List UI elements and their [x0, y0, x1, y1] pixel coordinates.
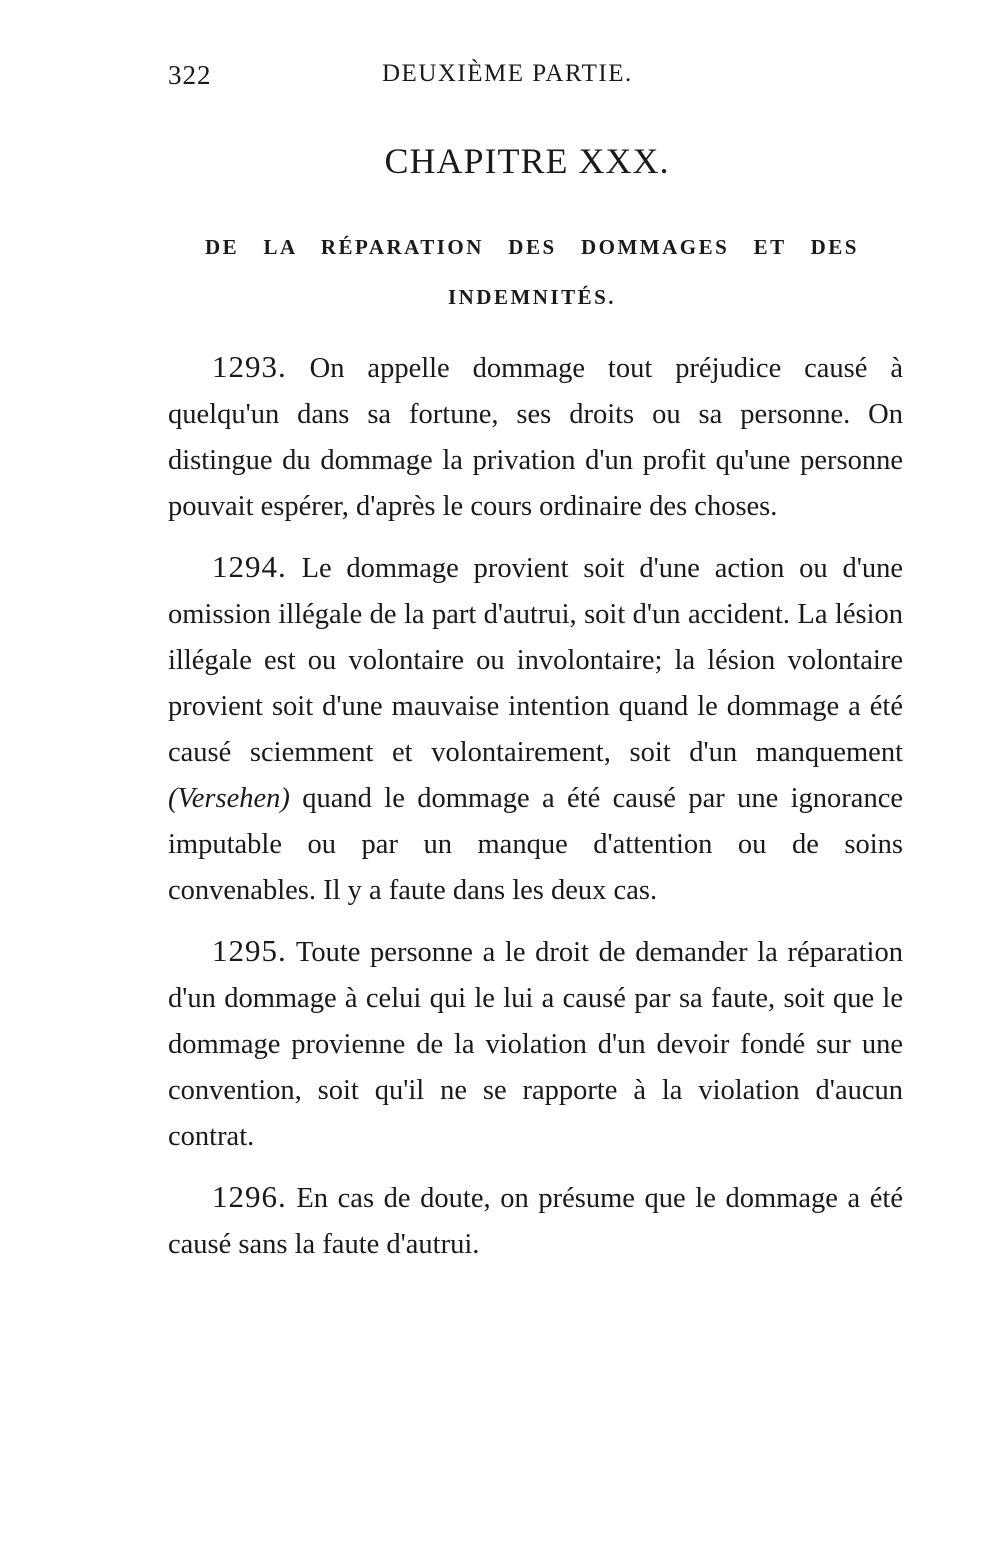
paragraph-text: Le dommage provient soit d'une action ou d'une omission illégale de la part d'autrui, soit d'un accident. La lésion illégale est ou volontaire ou involontaire; la lésion volontaire provient soit d'une mauvaise intention quand le dommage a été causé sciemment et volontairement, soit d'un manquement — [168, 553, 903, 768]
paragraph-number: 1295. — [212, 933, 287, 968]
page-number: 322 — [168, 60, 212, 90]
paragraph-1296 — [168, 1174, 903, 1268]
paragraph-text-continued: quand le dommage a été causé par une ignorance imputable ou par un manque d'attention ou de soins convenables. Il y a faute dans les deux cas. — [168, 783, 903, 906]
section-title — [205, 222, 859, 322]
body-text — [168, 344, 903, 1282]
chapter-title: CHAPITRE XXX. — [384, 141, 670, 181]
running-head — [168, 60, 908, 100]
section-title-line-1: DE LA RÉPARATION DES DOMMAGES ET DES — [205, 235, 859, 259]
paragraph-number: 1293. — [212, 349, 287, 384]
paragraph-text: On appelle dommage tout préjudice causé à quelqu'un dans sa fortune, ses droits ou sa personne. On distingue du dommage la privation d'un profit qu'une personne pouvait espérer, d'après le cours ordinaire des choses. — [168, 353, 903, 522]
paragraph-1293 — [168, 344, 903, 530]
running-title: DEUXIÈME PARTIE. — [382, 60, 633, 87]
section-title-line-2: INDEMNITÉS. — [447, 285, 617, 309]
paragraph-1294 — [168, 544, 903, 914]
paragraph-text: En cas de doute, on présume que le dommage a été causé sans la faute d'autrui. — [168, 1183, 903, 1260]
paragraph-text: Toute personne a le droit de demander la réparation d'un dommage à celui qui le lui a causé par sa faute, soit que le dommage provienne de la violation d'un devoir fondé sur une convention, soit qu'il ne se rapporte à la violation d'aucun contrat. — [168, 937, 903, 1152]
paragraph-1295 — [168, 928, 903, 1160]
paragraph-number: 1294. — [212, 549, 287, 584]
paragraph-number: 1296. — [212, 1179, 287, 1214]
paragraph-italic-term: (Versehen) — [168, 783, 290, 814]
